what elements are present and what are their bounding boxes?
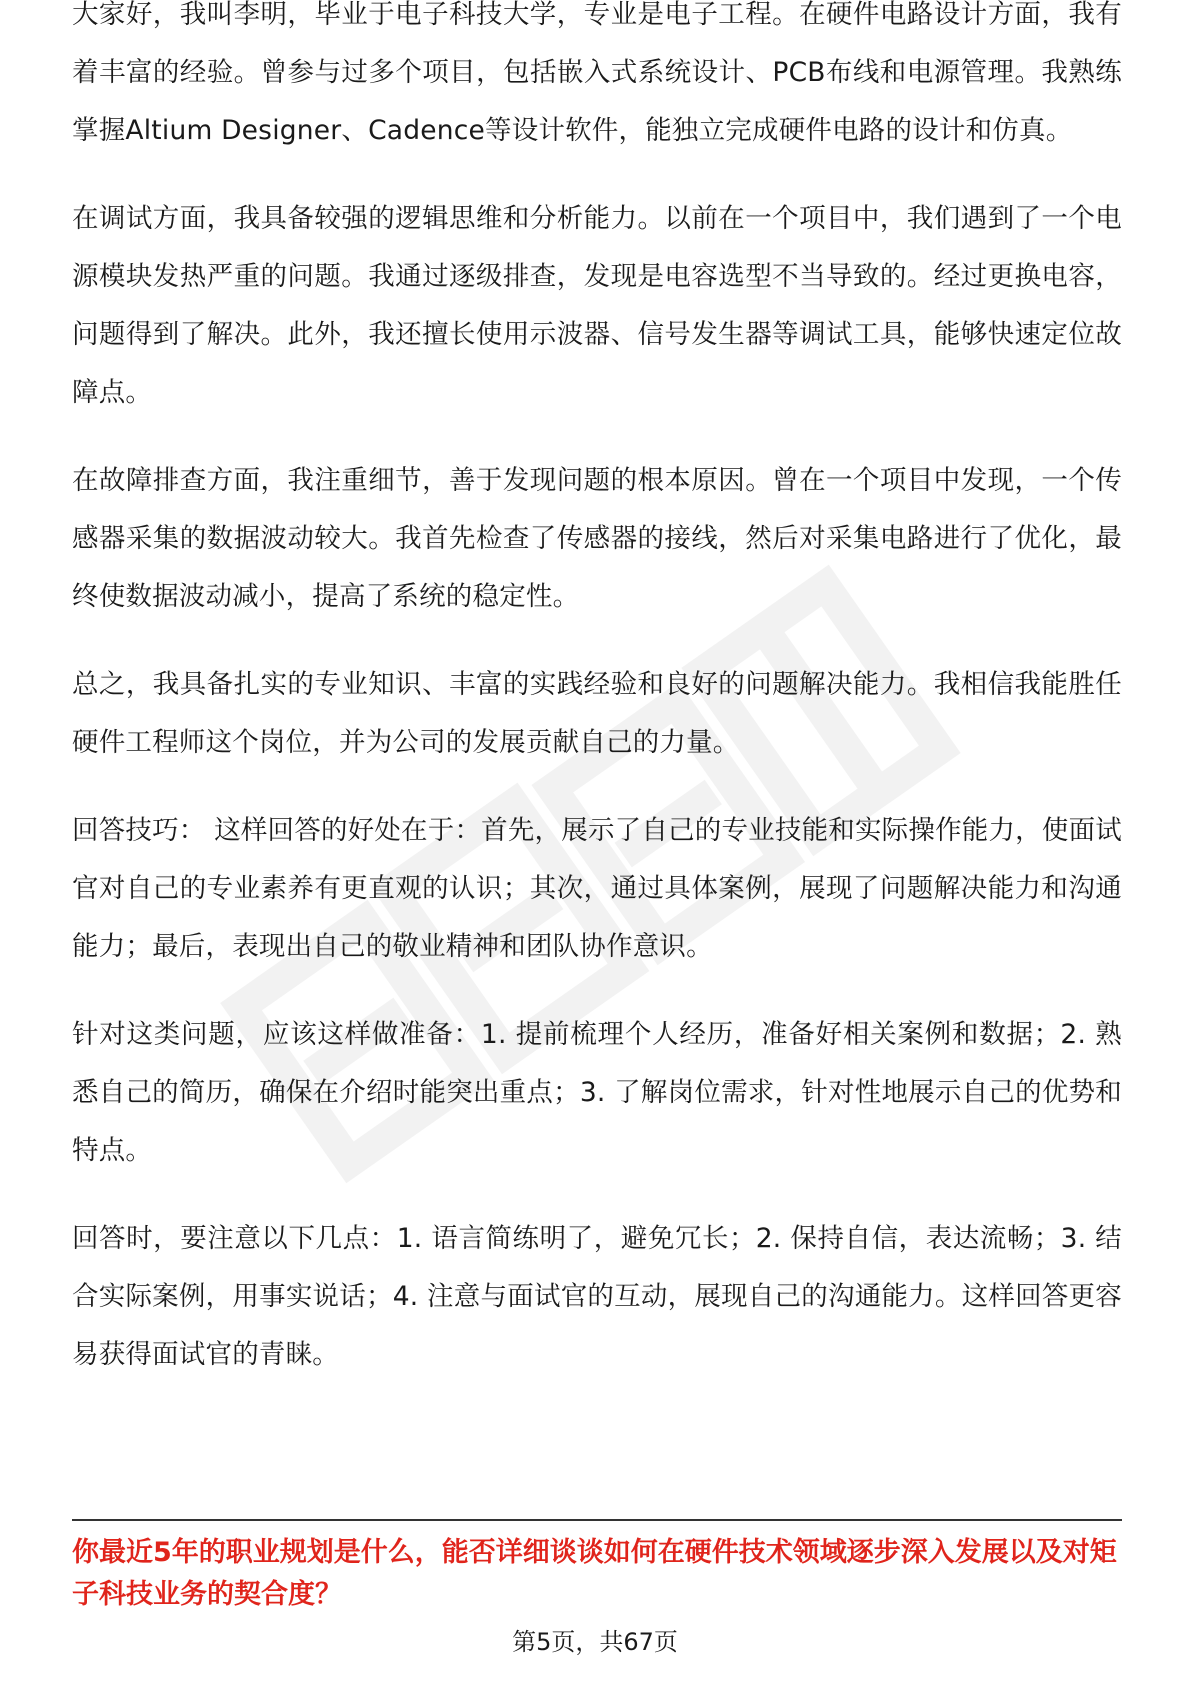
paragraph-summary: 总之，我具备扎实的专业知识、丰富的实践经验和良好的问题解决能力。我相信我能胜任硬件工程师这个岗位，并为公司的发展贡献自己的力量。 [72, 669, 1122, 758]
paragraph-troubleshooting: 在故障排查方面，我注重细节，善于发现问题的根本原因。曾在一个项目中发现，一个传感器采集的数据波动较大。我首先检查了传感器的接线，然后对采集电路进行了优化，最终使数据波动减小，提高了系统的稳定性。 [72, 465, 1122, 612]
paragraph-debugging: 在调试方面，我具备较强的逻辑思维和分析能力。以前在一个项目中，我们遇到了一个电源模块发热严重的问题。我通过逐级排查，发现是电容选型不当导致的。经过更换电容，问题得到了解决。此外，我还擅长使用示波器、信号发生器等调试工具，能够快速定位故障点。 [72, 203, 1122, 408]
next-question-heading: 你最近5年的职业规划是什么，能否详细谈谈如何在硬件技术领域逐步深入发展以及对矩子科技业务的契合度？ [72, 1537, 1117, 1610]
paragraph-intro: 大家好，我叫李明，毕业于电子科技大学，专业是电子工程。在硬件电路设计方面，我有着丰富的经验。曾参与过多个项目，包括嵌入式系统设计、PCB布线和电源管理。我熟练掌握Altium Designer、Cadence等设计软件，能独立完成硬件电路的设计和仿真。 [72, 0, 1122, 146]
document-body [72, 0, 1122, 1414]
paragraph-preparation: 针对这类问题，应该这样做准备：1. 提前梳理个人经历，准备好相关案例和数据；2. 熟悉自己的简历，确保在介绍时能突出重点；3. 了解岗位需求，针对性地展示自己的优势和特点。 [72, 1019, 1122, 1166]
paragraph-answer-notes: 回答时，要注意以下几点：1. 语言简练明了，避免冗长；2. 保持自信，表达流畅；3. 结合实际案例，用事实说话；4. 注意与面试官的互动，展现自己的沟通能力。这样回答更容易获得面试官的青睐。 [72, 1223, 1122, 1370]
paragraph-answer-tips: 回答技巧： 这样回答的好处在于：首先，展示了自己的专业技能和实际操作能力，使面试官对自己的专业素养有更直观的认识；其次，通过具体案例，展现了问题解决能力和沟通能力；最后，表现出自己的敬业精神和团队协作意识。 [72, 815, 1122, 962]
page-number: 第5页，共67页 [512, 1628, 678, 1656]
section-divider [72, 1519, 1122, 1521]
